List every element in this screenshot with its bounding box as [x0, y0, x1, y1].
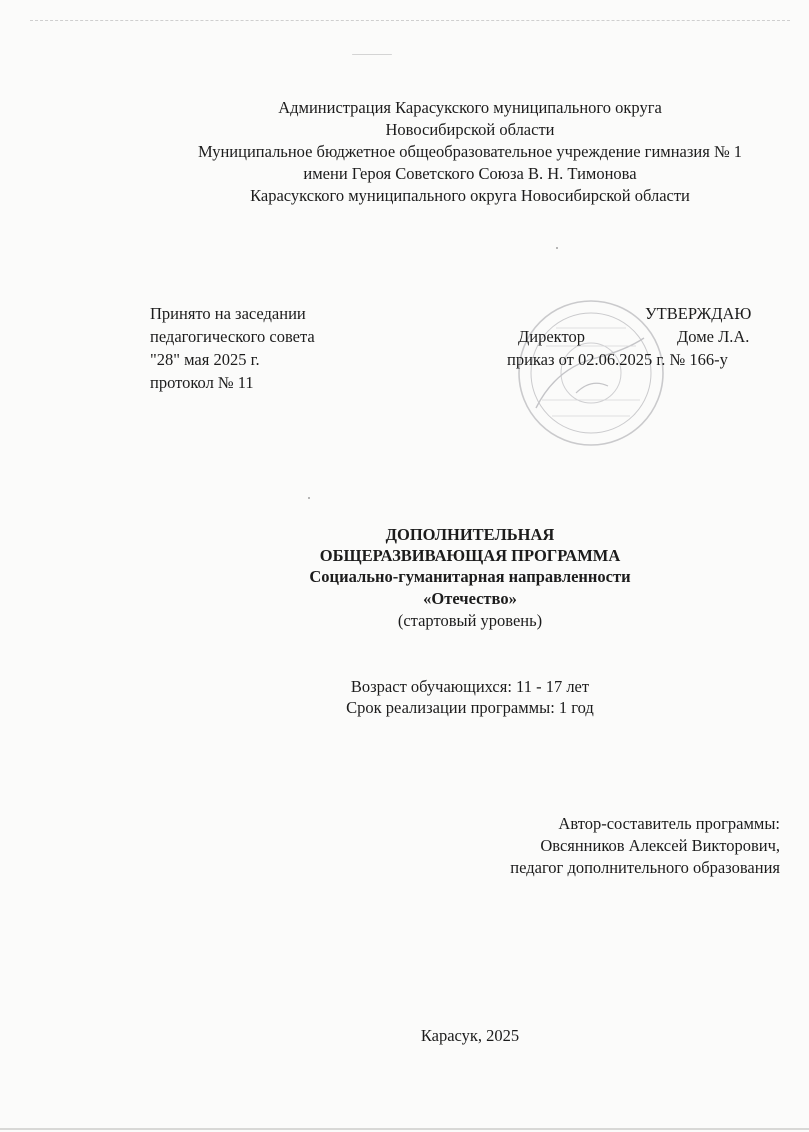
- approval-left-line-1: Принято на заседании: [150, 304, 306, 323]
- approval-order: приказ от 02.06.2025 г. № 166-у: [507, 350, 728, 369]
- approval-director-name: Доме Л.А.: [677, 327, 750, 346]
- approval-role: Директор: [518, 327, 585, 346]
- scan-speck: [352, 54, 392, 55]
- scan-edge-bottom: [0, 1128, 809, 1130]
- scan-speck: [308, 497, 310, 499]
- approval-left-line-4: протокол № 11: [150, 373, 254, 392]
- seal-stamp-icon: [516, 298, 666, 448]
- header-line-4: имени Героя Советского Союза В. Н. Тимонова: [303, 164, 637, 183]
- place-year: Карасук, 2025: [420, 1026, 520, 1045]
- header-line-2: Новосибирской области: [385, 120, 555, 139]
- program-direction: Социально-гуманитарная направленности: [309, 567, 631, 586]
- scan-speck: [556, 247, 558, 249]
- program-name: «Отечество»: [423, 589, 517, 608]
- scan-edge-top: [30, 20, 790, 22]
- approval-left-line-2: педагогического совета: [150, 327, 315, 346]
- program-title-line-2: ОБЩЕРАЗВИВАЮЩАЯ ПРОГРАММА: [319, 546, 621, 565]
- header-line-1: Администрация Карасукского муниципального округа: [278, 98, 662, 117]
- author-position: педагог дополнительного образования: [510, 858, 780, 877]
- author-label: Автор-составитель программы:: [558, 814, 780, 833]
- approval-title: УТВЕРЖДАЮ: [645, 304, 752, 323]
- student-age: Возраст обучающихся: 11 - 17 лет: [350, 677, 590, 696]
- program-title-line-1: ДОПОЛНИТЕЛЬНАЯ: [385, 525, 555, 544]
- approval-left-line-3: "28" мая 2025 г.: [150, 350, 260, 369]
- author-name: Овсянников Алексей Викторович,: [540, 836, 780, 855]
- program-level: (стартовый уровень): [397, 611, 543, 630]
- program-term: Срок реализации программы: 1 год: [346, 698, 594, 717]
- header-line-3: Муниципальное бюджетное общеобразовательное учреждение гимназия № 1: [197, 142, 743, 161]
- header-line-5: Карасукского муниципального округа Новосибирской области: [250, 186, 690, 205]
